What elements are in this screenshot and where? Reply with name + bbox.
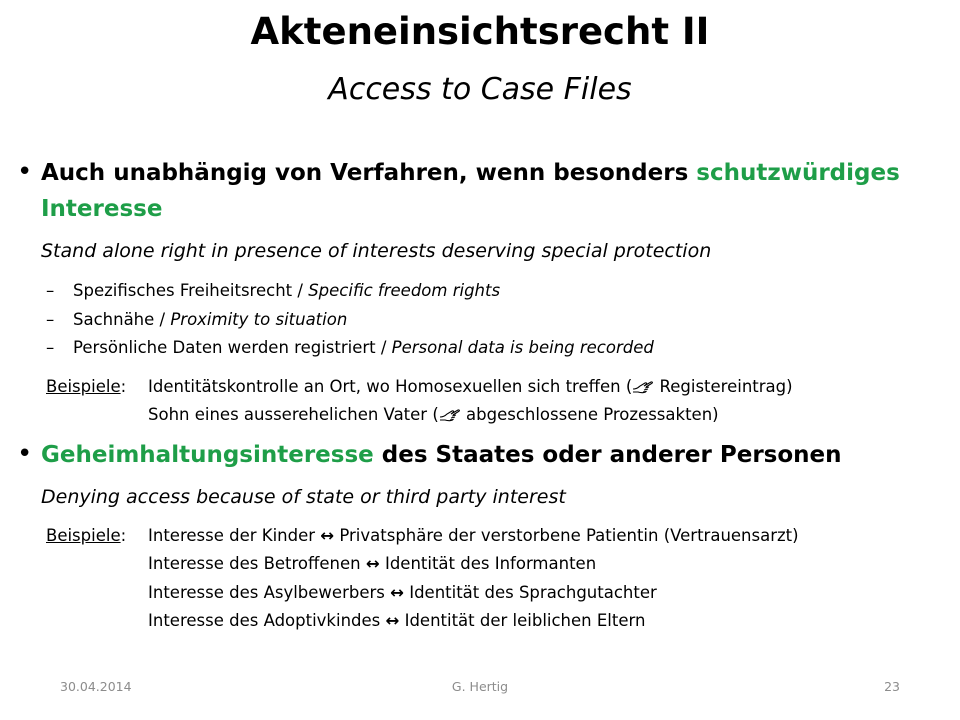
subitem-1 (73, 281, 500, 300)
subitem-1-de: Spezifisches Freiheitsrecht / (73, 281, 309, 300)
footer-page-number: 23 (884, 679, 900, 694)
double-arrow-icon: ↔ (390, 583, 404, 602)
example-row-left: Interesse des Adoptivkindes (148, 611, 386, 630)
footer-author: G. Hertig (451, 679, 509, 694)
bullet2-english: Denying access because of state or third party interest (41, 486, 566, 508)
example-row-right: Identität des Informanten (379, 554, 597, 573)
examples-label-text: Beispiele (46, 526, 121, 545)
double-arrow-icon: ↔ (385, 611, 400, 630)
bullet2-heading (41, 442, 842, 468)
examples-label: Beispiele: (46, 526, 127, 545)
subitem-dash: – (46, 338, 55, 357)
example-1 (148, 377, 793, 398)
bullet2-heading-rest: des Staates oder anderer Personen (373, 442, 842, 468)
subitem-2-en: Proximity to situation (170, 310, 348, 329)
example-row-left: Interesse des Betroffenen (148, 554, 366, 573)
double-arrow-icon: ↔ (320, 526, 335, 545)
example-row-left: Interesse des Asylbewerbers (148, 583, 391, 602)
subitem-dash: – (46, 310, 55, 329)
examples-label: Beispiele: (46, 377, 127, 396)
example-row-right: Identität des Sprachgutachter (403, 583, 657, 602)
hand-pointer-icon (632, 379, 654, 398)
example-2-b: abgeschlossene Prozessakten) (460, 405, 719, 424)
example-row (148, 611, 645, 630)
subitem-3-en: Personal data is being recorded (391, 338, 654, 357)
subitem-2-de: Sachnähe / (73, 310, 171, 329)
example-1-a: Identitätskontrolle an Ort, wo Homosexuellen sich treffen ( (148, 377, 633, 396)
subitem-3-de: Persönliche Daten werden registriert / (73, 338, 392, 357)
hand-pointer-icon (439, 407, 461, 426)
subitem-3 (73, 338, 654, 357)
subitem-2 (73, 310, 347, 329)
bullet1-heading-part1: Auch unabhängig von Verfahren, wenn besonders (41, 160, 697, 186)
example-1-b: Registereintrag) (654, 377, 793, 396)
bullet1-heading-line2: Interesse (41, 196, 163, 222)
bullet1-heading (41, 160, 900, 186)
bullet-dot: • (17, 157, 33, 187)
example-row (148, 583, 657, 602)
example-row-left: Interesse der Kinder (148, 526, 321, 545)
subitem-1-en: Specific freedom rights (308, 281, 501, 300)
footer-date: 30.04.2014 (60, 679, 132, 694)
page-subtitle: Access to Case Files (328, 72, 632, 107)
example-row (148, 526, 799, 545)
bullet-dot: • (17, 439, 33, 469)
double-arrow-icon: ↔ (365, 554, 380, 573)
bullet2-heading-green: Geheimhaltungsinteresse (41, 442, 374, 468)
examples-label-text: Beispiele (46, 377, 121, 396)
example-2 (148, 405, 719, 426)
subitem-dash: – (46, 281, 55, 300)
example-row-right: Identität der leiblichen Eltern (399, 611, 646, 630)
example-row-right: Privatsphäre der verstorbene Patientin (Vertrauensarzt) (334, 526, 799, 545)
example-2-a: Sohn eines ausserehelichen Vater ( (148, 405, 439, 424)
bullet1-heading-green: schutzwürdiges (696, 160, 900, 186)
bullet1-english: Stand alone right in presence of interests deserving special protection (41, 240, 712, 262)
example-row (148, 554, 596, 573)
page-title: Akteneinsichtsrecht II (250, 10, 710, 53)
